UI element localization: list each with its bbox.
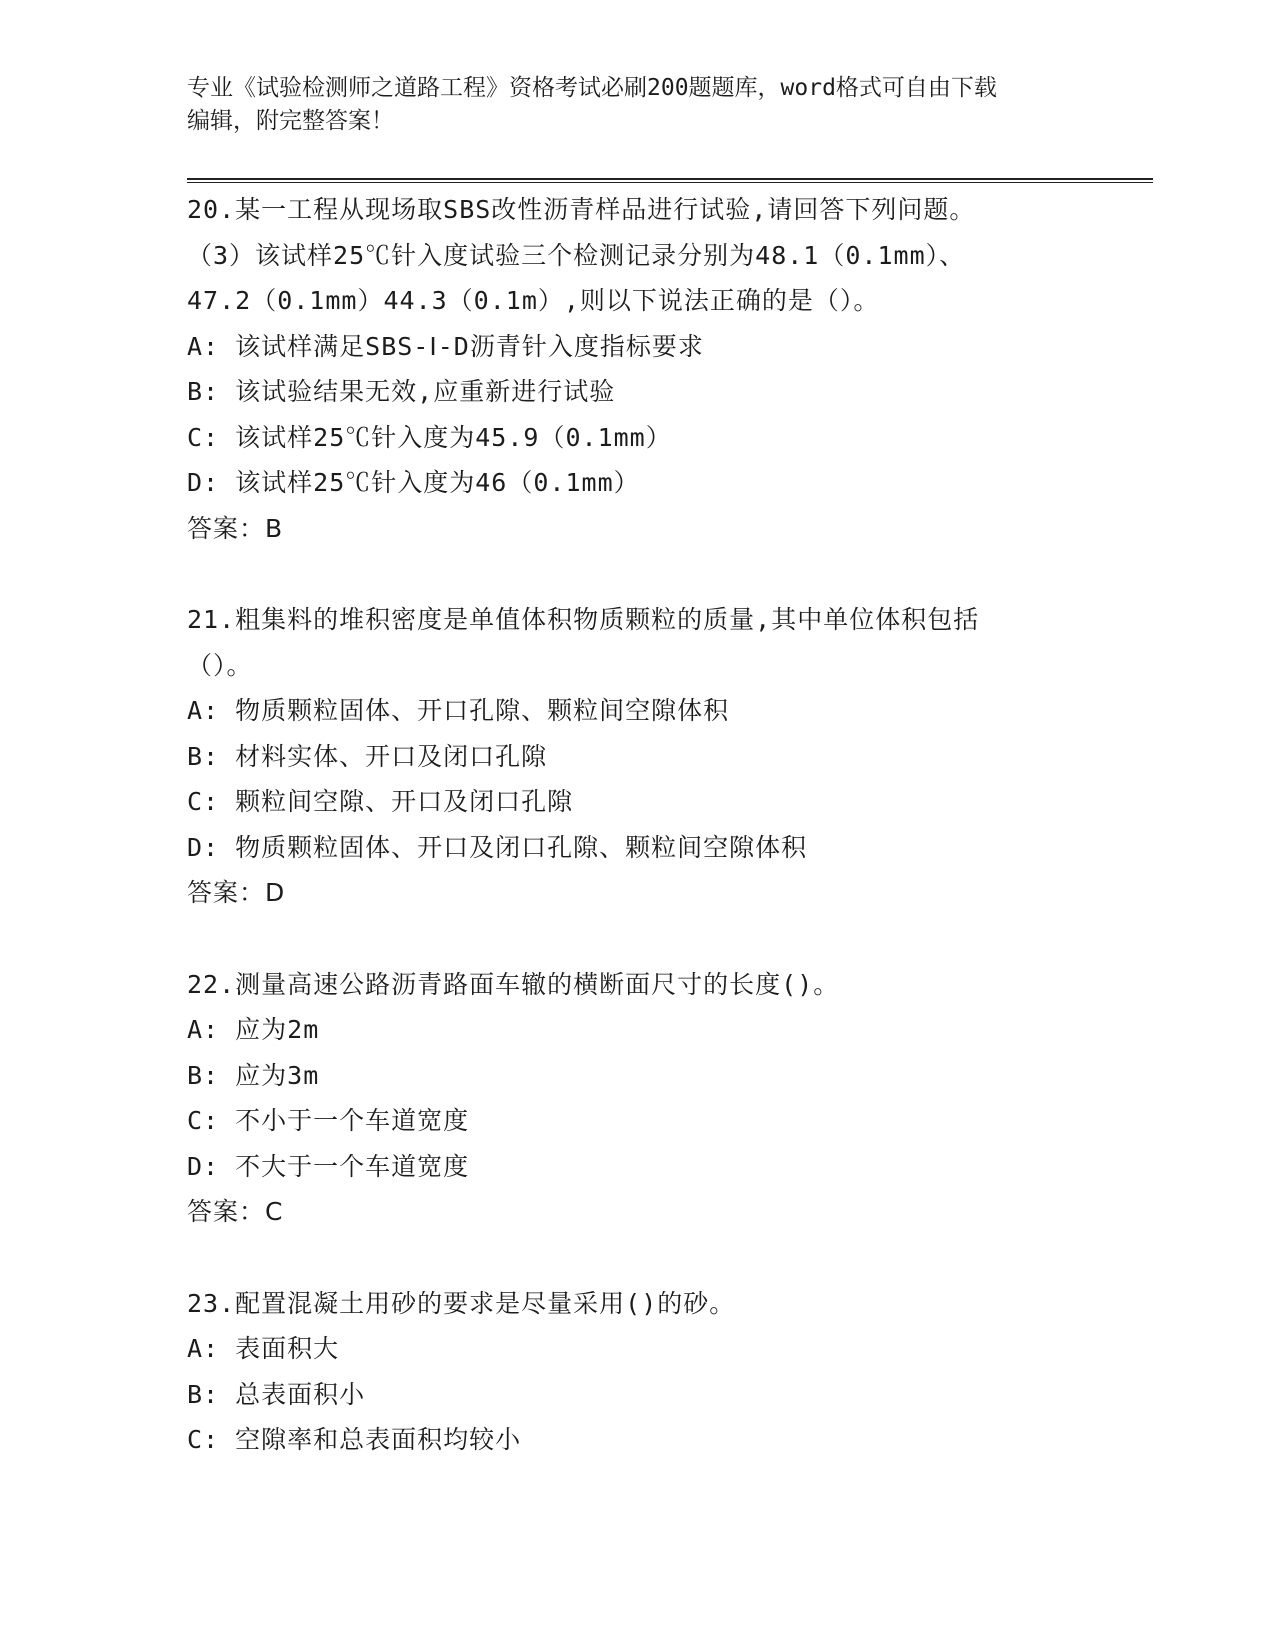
question-text: 21.粗集料的堆积密度是单值体积物质颗粒的质量,其中单位体积包括 xyxy=(187,605,980,634)
answer-label: 答案：D xyxy=(187,878,286,907)
option-c: C: 该试样25℃针入度为45.9（0.1mm） xyxy=(187,422,672,452)
option-b: B: 该试验结果无效,应重新进行试验 xyxy=(187,377,616,406)
option-a: A: 应为2m xyxy=(187,1015,320,1044)
header-line-1: 专业《试验检测师之道路工程》资格考试必刷200题题库，word格式可自由下载 xyxy=(187,75,997,101)
question-text: 23.配置混凝土用砂的要求是尽量采用()的砂。 xyxy=(187,1288,736,1318)
option-b: B: 总表面积小 xyxy=(187,1379,366,1409)
header-line-2: 编辑，附完整答案！ xyxy=(187,108,394,134)
question-text: 47.2（0.1mm）44.3（0.1m）,则以下说法正确的是（）。 xyxy=(187,286,880,315)
option-d: D: 不大于一个车道宽度 xyxy=(187,1151,470,1181)
question-text: 20.某一工程从现场取SBS改性沥青样品进行试验,请回答下列问题。 xyxy=(187,195,976,224)
option-a: A: 表面积大 xyxy=(187,1334,340,1363)
question-23 xyxy=(187,1281,1067,1463)
question-text: （）。 xyxy=(187,650,253,680)
option-b: B: 材料实体、开口及闭口孔隙 xyxy=(187,741,548,771)
question-text: 22.测量高速公路沥青路面车辙的横断面尺寸的长度()。 xyxy=(187,969,840,999)
question-spacer xyxy=(187,551,1067,597)
question-spacer xyxy=(187,916,1067,962)
question-text: （3）该试样25℃针入度试验三个检测记录分别为48.1（0.1mm）、 xyxy=(187,240,966,270)
header-divider-thin xyxy=(187,182,1153,183)
option-c: C: 空隙率和总表面积均较小 xyxy=(187,1425,522,1454)
question-22 xyxy=(187,962,1067,1235)
option-a: A: 该试样满足SBS-Ⅰ-D沥青针入度指标要求 xyxy=(187,331,704,361)
option-a: A: 物质颗粒固体、开口孔隙、颗粒间空隙体积 xyxy=(187,696,730,725)
option-c: C: 不小于一个车道宽度 xyxy=(187,1106,470,1135)
question-21 xyxy=(187,597,1067,916)
question-20 xyxy=(187,187,1067,551)
option-c: C: 颗粒间空隙、开口及闭口孔隙 xyxy=(187,787,574,816)
answer-label: 答案：C xyxy=(187,1197,284,1226)
question-list xyxy=(187,187,1067,1463)
option-b: B: 应为3m xyxy=(187,1060,320,1090)
option-d: D: 该试样25℃针入度为46（0.1mm） xyxy=(187,468,640,497)
document-header xyxy=(187,72,1067,138)
header-divider-thick xyxy=(187,178,1153,180)
answer-label: 答案：B xyxy=(187,513,284,543)
option-d: D: 物质颗粒固体、开口及闭口孔隙、颗粒间空隙体积 xyxy=(187,832,808,862)
question-spacer xyxy=(187,1235,1067,1281)
